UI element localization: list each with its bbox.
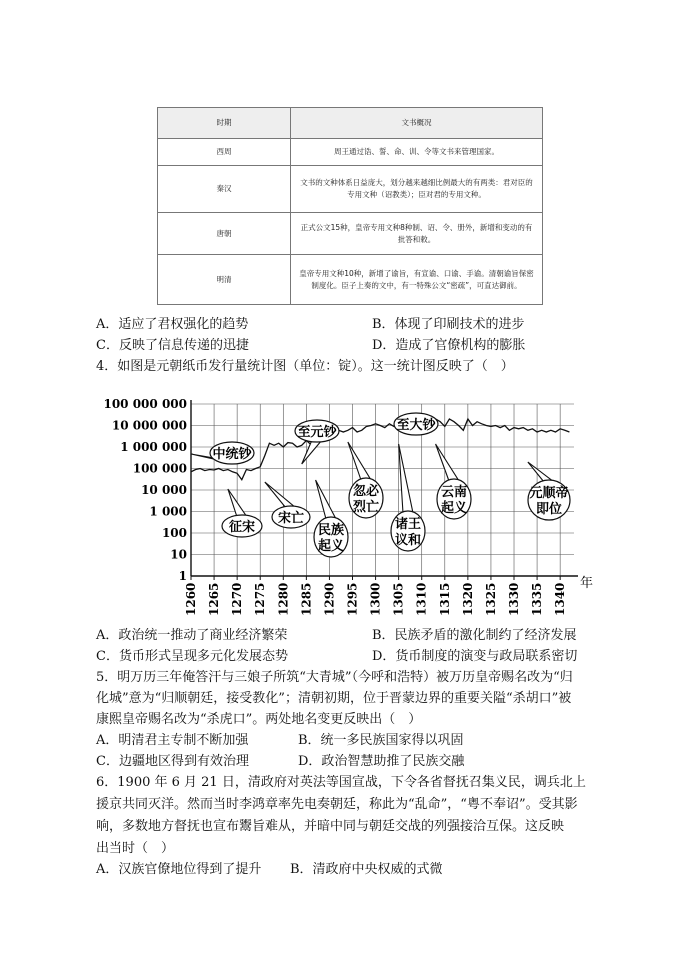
q3-option-a: A．适应了君权强化的趋势	[96, 317, 249, 332]
x-tick-label: 1310	[414, 582, 429, 616]
annotation-pointer	[436, 444, 459, 481]
y-tick-label: 1	[178, 569, 187, 583]
annotation-callout	[394, 413, 438, 435]
annotation-callout	[265, 482, 310, 528]
annotation-label: 至元钞	[297, 425, 337, 440]
annotation-callout	[222, 489, 262, 537]
annotation-label: 议和	[394, 533, 422, 548]
annotation-label: 起义	[317, 539, 345, 554]
q6-line-3: 响，多数地方督抚也宣布鬻旨难从，并暗中同与朝廷交战的列强接洽互保。这反映	[96, 819, 565, 834]
annotation-callout	[314, 480, 348, 557]
table-cell-period: 明清	[158, 255, 291, 305]
annotation-label: 征宋	[228, 520, 256, 535]
x-tick-label: 1285	[299, 582, 314, 616]
x-tick-label: 1340	[553, 582, 568, 616]
annotation-label: 起义	[440, 501, 468, 516]
q6-option-b: B．清政府中央权威的式微	[290, 862, 443, 877]
chart-axes	[191, 400, 578, 576]
x-tick-label: 1335	[530, 582, 545, 616]
table-header-row	[158, 108, 543, 139]
y-tick-label: 100	[161, 526, 187, 540]
x-tick-label: 1265	[207, 582, 222, 616]
q4-option-c: C．货币形式呈现多元化发展态势	[96, 649, 288, 664]
annotation-pointer	[348, 442, 371, 480]
q3-option-b: B．体现了印刷技术的进步	[372, 317, 525, 332]
table-cell-summary: 正式公文15种，皇帝专用文种8种制、诏、令、册外，新增和变动的有批答和敕。	[291, 213, 543, 255]
x-tick-label: 1325	[483, 582, 498, 616]
q4-option-d: D．货币制度的演变与政局联系密切	[372, 649, 578, 664]
table-row	[158, 213, 543, 255]
table-cell-summary: 皇帝专用文种10种，新增了谕旨，有宣谕、口谕、手谕。清朝谕旨保密制度化。臣子上奏的文中，有一特殊公文“密疏”，可直达御前。	[291, 255, 543, 305]
q5-option-a: A．明清君主专制不断加强	[96, 733, 249, 748]
annotation-pointer	[528, 462, 554, 482]
q3-option-d: D．造成了官僚机构的膨胀	[372, 338, 526, 353]
q5-option-d: D．政治智慧助推了民族交融	[298, 754, 465, 769]
chart-grid	[191, 404, 574, 576]
x-tick-label: 1270	[230, 582, 245, 616]
table-cell-summary: 文书的文种体系日益庞大，划分越来越细比例最大的有两类：君对臣的专用文种（诏教类）；臣对君的专用文种。	[291, 166, 543, 213]
table-header: 文书概况	[291, 108, 543, 139]
y-tick-label: 10 000	[141, 483, 187, 497]
annotation-label: 中统钞	[212, 447, 252, 462]
q6-option-a: A．汉族官僚地位得到了提升	[96, 862, 262, 877]
annotation-pointer	[228, 489, 247, 517]
annotation-label: 烈亡	[352, 500, 380, 515]
annotation-callout	[528, 462, 570, 520]
annotation-callout	[348, 442, 383, 518]
q4-option-a: A．政治统一推动了商业经济繁荣	[96, 628, 288, 643]
banknote-issuance-chart	[96, 382, 606, 628]
q4-option-b: B．民族矛盾的激化制约了经济发展	[372, 628, 577, 643]
table-cell-period: 西周	[158, 139, 291, 166]
q6-line-1: 6．1900 年 6 月 21 日，清政府对英法等国宣战，下令各省督抚召集义民，调兵北上	[96, 775, 586, 790]
annotation-callout	[436, 444, 471, 519]
q6-line-4: 出当时（ ）	[96, 841, 175, 856]
table-cell-period: 唐朝	[158, 213, 291, 255]
table-row	[158, 255, 543, 305]
annotation-pointer	[316, 480, 336, 519]
q3-option-c: C．反映了信息传递的迅捷	[96, 338, 249, 353]
annotation-label: 忽必	[352, 484, 380, 499]
q5-line-1: 5．明万历三年俺答汗与三娘子所筑“大青城”（今呼和浩特）被万历皇帝赐名改为“归	[96, 670, 573, 685]
annotation-pointer	[302, 440, 322, 464]
chart-annotations	[191, 413, 570, 557]
x-tick-label: 1315	[437, 582, 452, 616]
document-table	[157, 107, 543, 305]
annotation-label: 宋亡	[277, 511, 305, 526]
x-tick-label: 1305	[391, 582, 406, 616]
annotation-callout	[391, 444, 425, 551]
q6-line-2: 援京共同灭洋。然而当时李鸿章率先电奏朝廷，称此为“乱命”，“粤不奉诏”。受其影	[96, 797, 578, 812]
q5-line-2: 化城”意为“归顺朝廷，接受教化”；清朝初期，位于晋蒙边界的重要关隘“杀胡口”被	[96, 691, 572, 706]
y-tick-label: 100 000 000	[103, 397, 187, 411]
q4-stem: 4．如图是元朝纸币发行量统计图（单位：锭）。这一统计图反映了（ ）	[96, 359, 514, 374]
annotation-pointer	[265, 482, 296, 508]
annotation-label: 元顺帝	[529, 486, 569, 501]
table-row	[158, 166, 543, 213]
x-tick-label: 1260	[184, 582, 198, 616]
table-cell-period: 秦汉	[158, 166, 291, 213]
annotation-pointer	[399, 444, 413, 513]
annotation-label: 民族	[317, 523, 345, 538]
y-tick-label: 1 000 000	[120, 440, 187, 454]
annotation-label: 云南	[440, 485, 468, 500]
y-axis-ticks	[103, 397, 187, 583]
q5-option-b: B．统一多民族国家得以巩固	[298, 733, 464, 748]
annotation-label: 至大钞	[396, 418, 436, 433]
x-tick-label: 1280	[276, 582, 291, 616]
y-tick-label: 1 000	[149, 504, 187, 519]
table-cell-summary: 周王通过诰、誓、命、训、令等文书来管理国家。	[291, 139, 543, 166]
annotation-callout	[295, 420, 339, 464]
table-row	[158, 139, 543, 166]
annotation-callout	[191, 442, 254, 464]
x-tick-label: 1275	[253, 582, 268, 616]
x-axis-ticks	[184, 576, 567, 616]
x-tick-label: 1320	[460, 582, 475, 616]
q5-line-3: 康熙皇帝赐名改为“杀虎口”。两处地名变更反映出（ ）	[96, 712, 422, 727]
y-tick-label: 100 000	[132, 461, 187, 476]
table-header: 时期	[158, 108, 291, 139]
q5-option-c: C．边疆地区得到有效治理	[96, 754, 249, 769]
x-tick-label: 1300	[368, 582, 383, 616]
x-tick-label: 1330	[507, 582, 522, 616]
x-axis-label: 年	[580, 576, 594, 591]
y-tick-label: 10	[170, 547, 187, 562]
x-tick-label: 1290	[322, 582, 337, 616]
annotation-label: 诸王	[394, 517, 422, 532]
y-tick-label: 10 000 000	[111, 418, 187, 433]
annotation-label: 即位	[535, 502, 563, 517]
x-tick-label: 1295	[345, 582, 360, 616]
